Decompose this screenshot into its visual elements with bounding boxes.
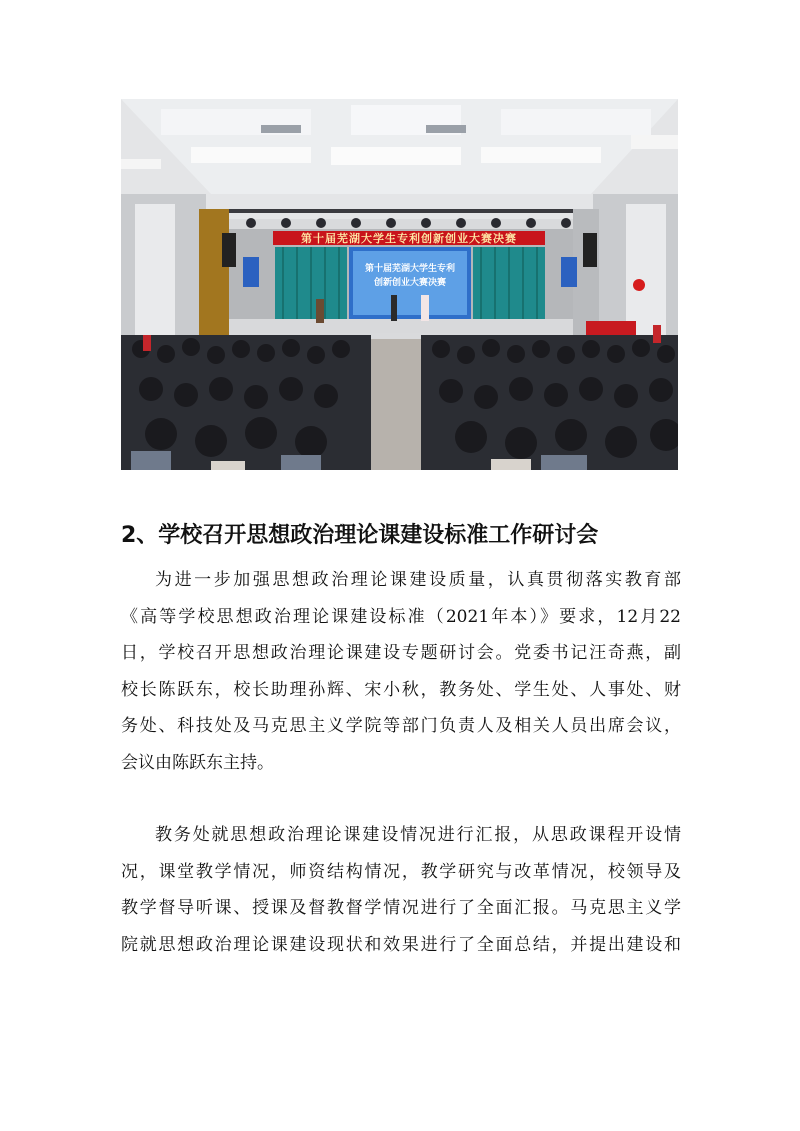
paragraph-2 — [121, 817, 681, 963]
paragraph-2-line-4: 院就思想政治理论课建设现状和效果进行了全面总结，并提出建设和 — [121, 934, 681, 955]
paragraph-1-line-5: 务处、科技处及马克思主义学院等部门负责人及相关人员出席会议， — [121, 716, 681, 737]
paragraph-2-line-1: 教务处就思想政治理论课建设情况进行汇报，从思政课程开设情 — [155, 825, 681, 845]
paragraph-1 — [121, 562, 681, 782]
paragraph-1-line-3: 日，学校召开思想政治理论课建设专题研讨会。党委书记汪奇燕，副 — [121, 643, 681, 664]
section-heading: 2、学校召开思想政治理论课建设标准工作研讨会 — [121, 523, 599, 548]
paragraph-2-line-2: 况，课堂教学情况，师资结构情况，教学研究与改革情况，校领导及 — [121, 861, 681, 882]
paragraph-1-line-1: 为进一步加强思想政治理论课建设质量，认真贯彻落实教育部 — [155, 570, 681, 590]
paragraph-1-line-4: 校长陈跃东，校长助理孙辉、宋小秋，教务处、学生处、人事处、财 — [121, 679, 681, 700]
screen-line-1: 第十届芜湖大学生专利 — [364, 264, 456, 274]
paragraph-2-line-3: 教学督导听课、授课及督教督学情况进行了全面汇报。马克思主义学 — [121, 898, 681, 919]
banner-text: 第十届芜湖大学生专利创新创业大赛决赛 — [301, 232, 517, 245]
paragraph-1-line-2: 《高等学校思想政治理论课建设标准（2021年本）》要求，12月22 — [121, 606, 681, 627]
paragraph-1-line-6: 会议由陈跃东主持。 — [121, 752, 274, 773]
conference-hall-illustration — [121, 99, 678, 470]
screen-line-2: 创新创业大赛决赛 — [373, 278, 447, 288]
conference-hall-photo — [121, 99, 678, 470]
